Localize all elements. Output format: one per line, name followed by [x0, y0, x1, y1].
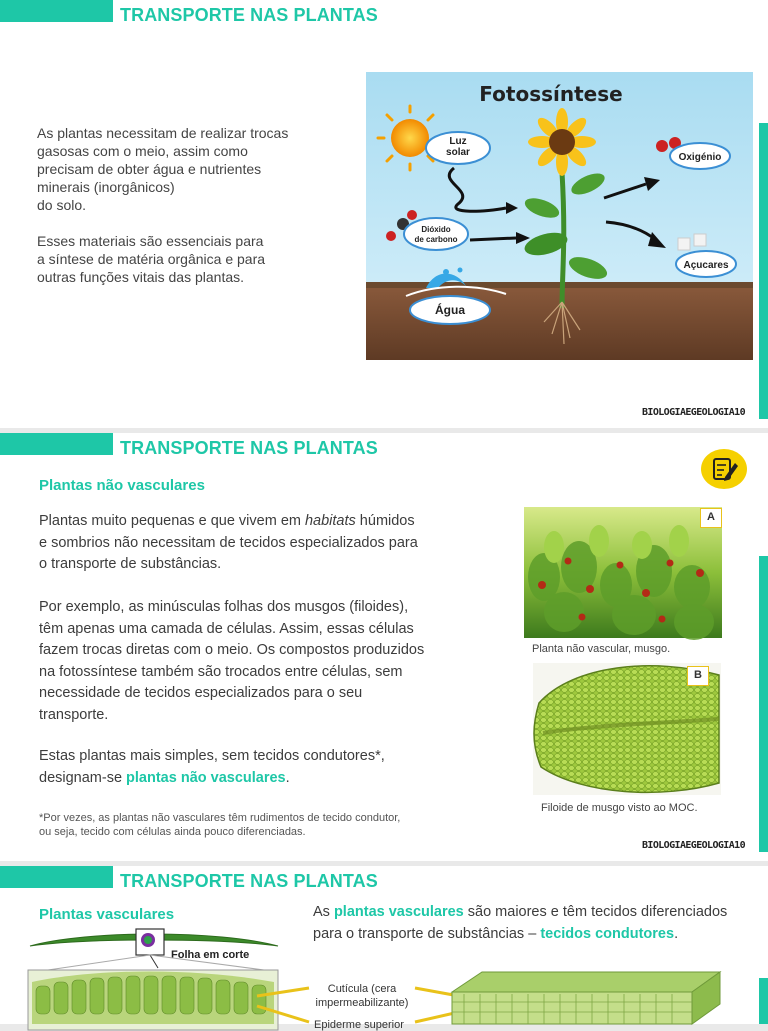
svg-text:Dióxido: Dióxido: [421, 225, 451, 234]
slide-3: [0, 866, 768, 1031]
right-accent-stripe: [759, 978, 768, 1024]
photosynthesis-illustration: [366, 72, 753, 360]
section-subtitle: Plantas não vasculares: [39, 477, 205, 494]
leaf-label: Folha em corte: [171, 949, 250, 961]
slide-2: [0, 433, 768, 861]
definition-paragraph: Estas plantas mais simples, sem tecidos condutores*, designam-se plantas não vasculares.: [39, 748, 385, 786]
vascular-paragraph: As plantas vasculares são maiores e têm tecidos diferenciados para o transporte de substâncias – tecidos condutores.: [313, 904, 728, 942]
materials-paragraph: Esses materiais são essenciais para a síntese de matéria orgânica e para outras funções vitais das plantas.: [37, 233, 266, 285]
water-label: [410, 296, 490, 324]
right-accent-stripe: [759, 556, 768, 852]
epidermis-label: Epiderme superior: [314, 1019, 404, 1031]
leaf-section-diagram: [18, 924, 288, 1024]
sun-label: [426, 132, 490, 164]
moss-photo: [524, 507, 722, 638]
co2-label: [404, 218, 468, 250]
figure-title: Fotossíntese: [479, 82, 623, 106]
brand-logo: BIOLOGIAEGEOLOGIA10: [642, 407, 745, 418]
oxygen-label: [670, 143, 730, 169]
caption-a: Planta não vascular, musgo.: [532, 643, 671, 655]
image-tag-b: B: [687, 666, 709, 686]
sugars-label-text: Açucares: [683, 260, 729, 271]
intro-paragraph: As plantas necessitam de realizar trocas gasosas com o meio, assim como precisam de obter água e nutrientes minerais (inorgânicos) do solo.: [37, 125, 289, 213]
right-accent-stripe: [759, 123, 768, 419]
footnote: *Por vezes, as plantas não vasculares têm rudimentos de tecido condutor, ou seja, tecido com células ainda pouco diferenciadas.: [39, 812, 401, 838]
habitat-paragraph: Plantas muito pequenas e que vivem em habitats húmidos e sombrios não necessitam de tecidos especializados para o transporte de substâncias.: [39, 513, 418, 572]
slide-1: [0, 0, 768, 428]
moss-paragraph: Por exemplo, as minúsculas folhas dos musgos (filoides), têm apenas uma camada de células. Assim, essas células fazem trocas diretas com o meio. Os compostos produzidos na fotossíntese também são trocados entre células, sem necessidade de tecidos especializados para o seu transporte.: [39, 599, 425, 723]
highlight-term: tecidos condutores: [540, 925, 675, 942]
title-bar-accent: [0, 0, 113, 22]
sugars-label: [676, 251, 736, 277]
slide-title: TRANSPORTE NAS PLANTAS: [120, 871, 378, 891]
highlight-term: plantas vasculares: [333, 904, 464, 920]
water-label-text: Água: [435, 303, 465, 317]
caption-b: Filoide de musgo visto ao MOC.: [541, 802, 698, 814]
highlight-term: plantas não vasculares: [126, 769, 286, 786]
section-subtitle: Plantas vasculares: [39, 906, 175, 923]
slide-title: TRANSPORTE NAS PLANTAS: [120, 438, 378, 458]
slide-title: TRANSPORTE NAS PLANTAS: [120, 5, 378, 25]
leaf-block-diagram: [452, 972, 722, 1024]
title-bar-accent: [0, 866, 113, 888]
image-tag-a: A: [700, 508, 722, 528]
label-pointer-lines: [255, 976, 465, 1024]
notes-icon[interactable]: [701, 449, 747, 489]
brand-logo: BIOLOGIAEGEOLOGIA10: [642, 840, 745, 851]
svg-text:de carbono: de carbono: [414, 235, 458, 244]
sun-label-text: Luz solar: [446, 136, 470, 158]
oxygen-label-text: Oxigénio: [678, 152, 722, 163]
title-bar-accent: [0, 433, 113, 455]
cuticle-label: Cutícula (cera impermeabilizante): [315, 983, 409, 1009]
